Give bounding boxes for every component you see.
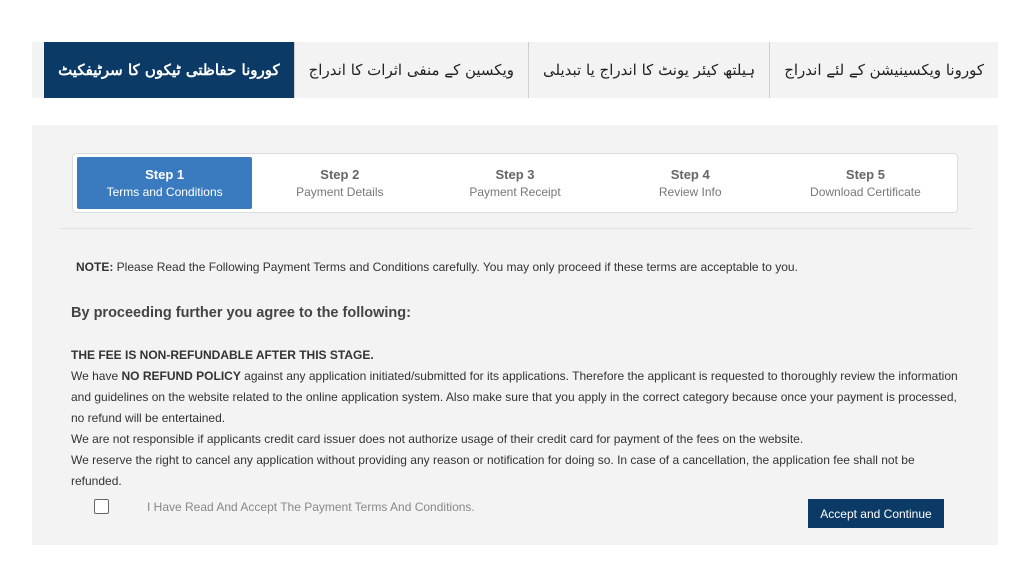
accept-row [94,499,475,514]
payment-note [76,260,976,274]
step-4-tab[interactable] [603,157,778,209]
step-label: Review Info [658,185,722,199]
step-number: Step 2 [320,167,360,182]
accept-continue-button[interactable]: Accept and Continue [808,499,944,528]
step-label: Terms and Conditions [106,185,223,199]
nav-item-vaccination-registration[interactable]: کورونا ویکسینیشن کے لئے اندراج [769,42,998,98]
note-prefix: NOTE: [76,260,114,274]
step-label: Download Certificate [810,185,921,199]
agree-heading: By proceeding further you agree to the following: [71,305,411,321]
refund-policy-bold: NO REFUND POLICY [121,369,241,383]
nav-item-certificate[interactable]: کورونا حفاظتی ٹیکوں کا سرٹیفکیٹ [44,42,294,98]
main-panel [32,125,998,545]
step-number: Step 3 [495,167,535,182]
refund-policy-text: We have NO REFUND POLICY against any application initiated/submitted for its applications. Therefore the applicant is requested to thoroughly review the information and guidelines on the website related to the online application system. Also make sure that you apply in the correct category because once your payment is processed, no refund will be entertained. [71,369,958,425]
top-navigation [32,42,998,98]
cancellation-text: We reserve the right to cancel any application without providing any reason or notification for doing so. In case of a cancellation, the application fee shall not be refunded. [71,453,915,488]
step-label: Payment Receipt [469,185,561,199]
step-3-tab[interactable] [427,157,602,209]
step-label: Payment Details [296,185,384,199]
step-number: Step 1 [145,167,185,182]
fee-heading: THE FEE IS NON-REFUNDABLE AFTER THIS STAGE. [71,348,374,362]
nav-item-healthcare-unit[interactable]: ہیلتھ کیئر یونٹ کا اندراج یا تبدیلی [528,42,769,98]
divider [60,228,972,229]
note-text: Please Read the Following Payment Terms and Conditions carefully. You may only proceed if these terms are acceptable to you. [113,260,798,274]
nav-item-adverse-effects[interactable]: ویکسین کے منفی اثرات کا اندراج [294,42,528,98]
step-wizard [72,153,958,213]
terms-text [71,345,961,492]
credit-card-text: We are not responsible if applicants credit card issuer does not authorize usage of their credit card for payment of the fees on the website. [71,432,804,446]
step-1-tab[interactable] [77,157,252,209]
step-5-tab[interactable] [778,157,953,209]
accept-terms-label[interactable]: I Have Read And Accept The Payment Terms And Conditions. [147,499,475,514]
step-2-tab[interactable] [252,157,427,209]
step-number: Step 4 [670,167,710,182]
step-number: Step 5 [845,167,885,182]
accept-terms-checkbox[interactable] [94,499,109,514]
